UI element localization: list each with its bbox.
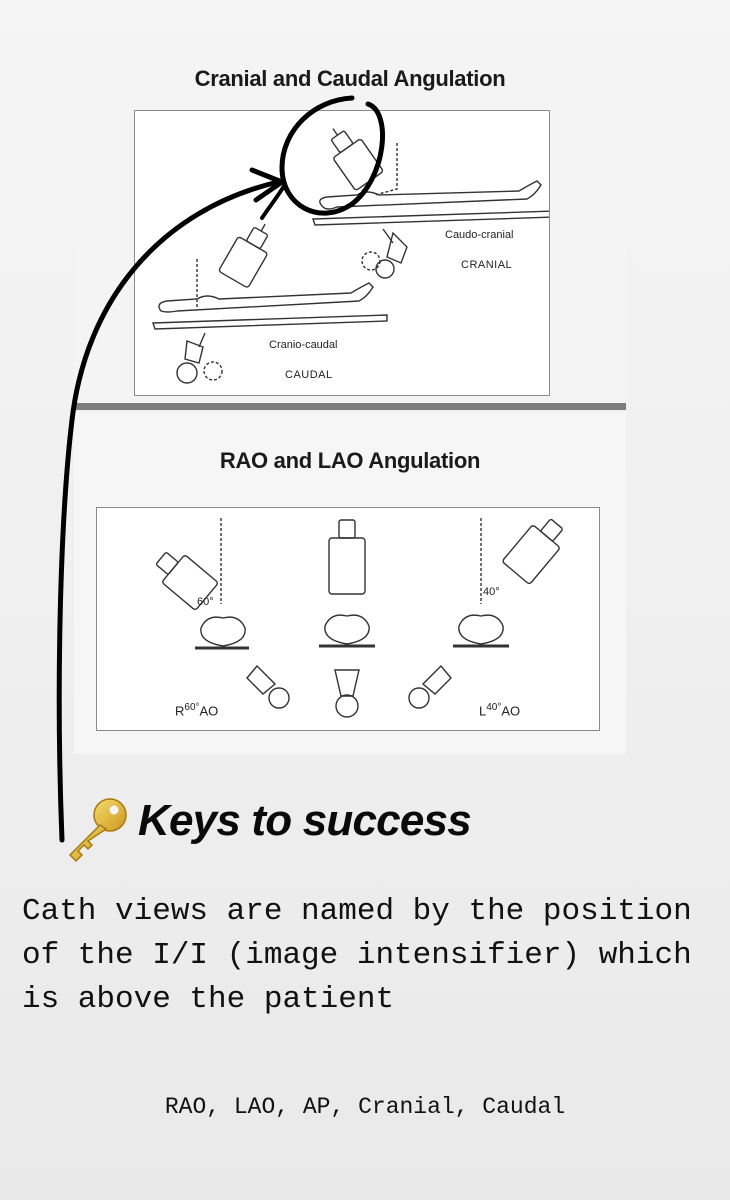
lao-prefix: L bbox=[479, 703, 487, 719]
lao-angle: 40° bbox=[486, 702, 502, 713]
lao-label bbox=[479, 702, 520, 718]
rao-lao-diagram bbox=[97, 508, 599, 730]
body-text: Cath views are named by the position of the I/I (image intensifier) which is above the patient bbox=[22, 894, 692, 1017]
caudal-label: CAUDAL bbox=[285, 369, 333, 381]
key-icon bbox=[62, 795, 134, 865]
ap-xray-tube bbox=[335, 670, 359, 717]
cranial-xray-tube bbox=[387, 233, 407, 263]
rao-degree-mark: 60° bbox=[197, 596, 214, 608]
rao-label bbox=[175, 702, 218, 718]
cranial-patient bbox=[320, 181, 541, 209]
lao-suffix: AO bbox=[501, 703, 521, 719]
rao-lao-title: RAO and LAO Angulation bbox=[219, 448, 481, 473]
cranial-image-intensifier bbox=[319, 119, 384, 191]
rao-xray-tube bbox=[247, 666, 289, 708]
lao-xray-tube bbox=[409, 666, 451, 708]
ap-image-intensifier bbox=[329, 520, 365, 594]
caudo-cranial-label: Caudo-cranial bbox=[445, 229, 514, 241]
rao-angle: 60° bbox=[184, 702, 200, 713]
rao-lao-figure bbox=[96, 507, 600, 731]
keys-heading: Keys to success bbox=[138, 796, 471, 845]
cranial-caudal-slide bbox=[74, 48, 626, 410]
caudal-image-intensifier bbox=[218, 216, 279, 288]
cranial-table bbox=[313, 211, 549, 225]
lao-patient bbox=[459, 615, 503, 644]
rao-lao-slide bbox=[74, 412, 626, 754]
lao-degree-mark: 40° bbox=[483, 586, 500, 598]
cranial-caudal-title: Cranial and Caudal Angulation bbox=[194, 66, 506, 91]
lao-image-intensifier bbox=[502, 512, 571, 584]
cranial-caudal-diagram bbox=[135, 111, 549, 395]
rao-prefix: R bbox=[175, 703, 185, 719]
cranial-label: CRANIAL bbox=[461, 259, 513, 271]
rao-patient bbox=[201, 617, 245, 646]
cranial-caudal-figure bbox=[134, 110, 550, 396]
cranio-caudal-label: Cranio-caudal bbox=[269, 339, 338, 351]
ap-patient bbox=[325, 615, 369, 644]
footer-text: RAO, LAO, AP, Cranial, Caudal bbox=[164, 1094, 566, 1120]
caudal-patient bbox=[159, 283, 373, 312]
rao-suffix: AO bbox=[199, 703, 219, 719]
caudal-table bbox=[153, 315, 387, 329]
